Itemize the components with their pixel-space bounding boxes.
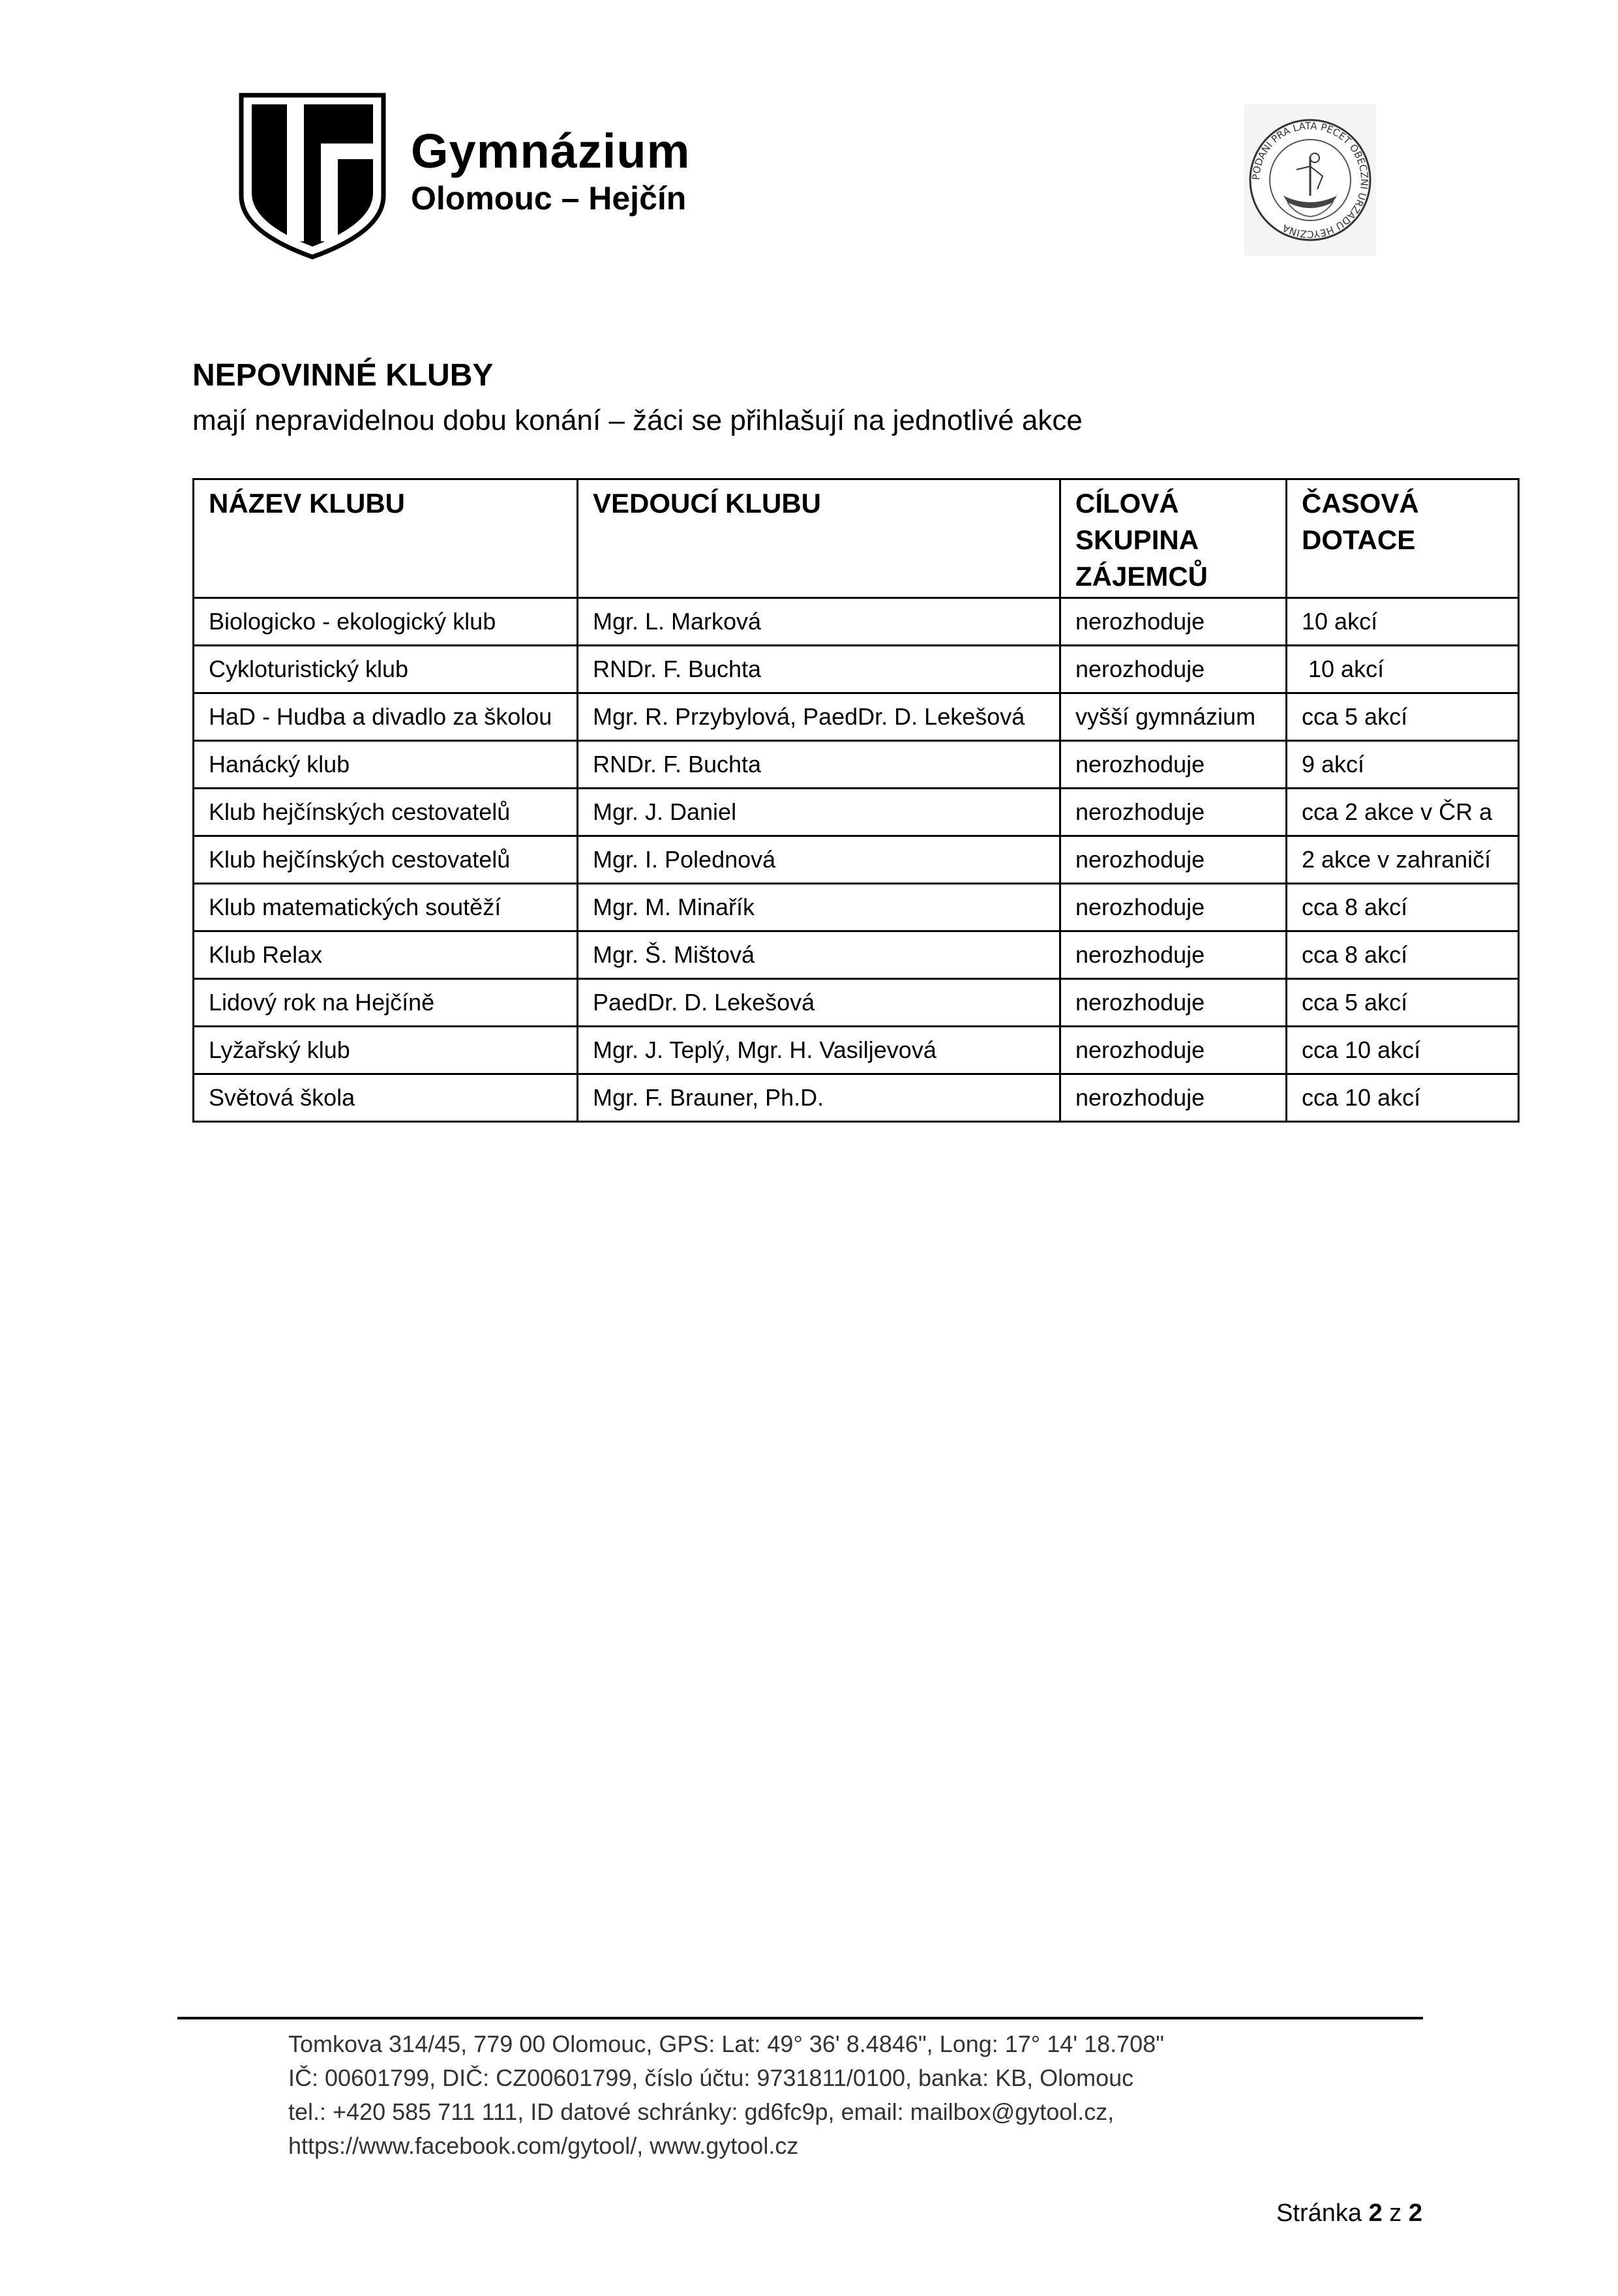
table-row [194, 693, 1519, 741]
cell-club-leader: Mgr. J. Teplý, Mgr. H. Vasiljevová [578, 1027, 1060, 1074]
table-header-row [194, 479, 1519, 598]
cell-club-name: Hanácký klub [194, 741, 578, 789]
page-number-total: 2 [1408, 2199, 1422, 2227]
cell-club-name: Cykloturistický klub [194, 646, 578, 693]
cell-club-name: Lyžařský klub [194, 1027, 578, 1074]
cell-time-allocation: 10 akcí [1287, 598, 1519, 646]
cell-time-allocation: cca 2 akce v ČR a [1287, 789, 1519, 836]
cell-target-group: nerozhoduje [1060, 931, 1287, 979]
table-row [194, 646, 1519, 693]
header-target-group: CÍLOVÁ SKUPINA ZÁJEMCŮ [1060, 479, 1287, 598]
cell-club-leader: RNDr. F. Buchta [578, 646, 1060, 693]
table-row [194, 1074, 1519, 1122]
cell-club-name: Klub hejčínských cestovatelů [194, 836, 578, 884]
cell-club-name: Lidový rok na Hejčíně [194, 979, 578, 1027]
cell-time-allocation: 2 akce v zahraničí [1287, 836, 1519, 884]
cell-club-leader: PaedDr. D. Lekešová [578, 979, 1060, 1027]
cell-target-group: nerozhoduje [1060, 598, 1287, 646]
school-name-line2: Olomouc – Hejčín [411, 180, 687, 217]
cell-club-leader: Mgr. M. Minařík [578, 884, 1060, 931]
cell-target-group: nerozhoduje [1060, 836, 1287, 884]
cell-club-leader: Mgr. Š. Mištová [578, 931, 1060, 979]
header-club-name: NÁZEV KLUBU [194, 479, 578, 598]
cell-target-group: nerozhoduje [1060, 884, 1287, 931]
cell-club-leader: Mgr. I. Polednová [578, 836, 1060, 884]
page-number-separator: z [1389, 2199, 1402, 2227]
footer-ids-line: IČ: 00601799, DIČ: CZ00601799, číslo účtu: 9731811/0100, banka: KB, Olomouc [288, 2064, 1134, 2091]
page-number-current: 2 [1368, 2199, 1383, 2227]
cell-time-allocation: cca 10 akcí [1287, 1027, 1519, 1074]
cell-target-group: nerozhoduje [1060, 1027, 1287, 1074]
cell-target-group: nerozhoduje [1060, 979, 1287, 1027]
page-number-prefix: Stránka [1276, 2199, 1362, 2227]
cell-target-group: nerozhoduje [1060, 646, 1287, 693]
cell-time-allocation: cca 10 akcí [1287, 1074, 1519, 1122]
table-row [194, 598, 1519, 646]
header-club-leader: VEDOUCÍ KLUBU [578, 479, 1060, 598]
table-row [194, 741, 1519, 789]
cell-club-name: Světová škola [194, 1074, 578, 1122]
page-subtitle: mají nepravidelnou dobu konání – žáci se přihlašují na jednotlivé akce [192, 404, 1083, 436]
footer-contact [288, 2027, 1164, 2163]
cell-club-leader: Mgr. F. Brauner, Ph.D. [578, 1074, 1060, 1122]
cell-club-name: HaD - Hudba a divadlo za školou [194, 693, 578, 741]
school-logo-icon [237, 91, 387, 261]
page-title: NEPOVINNÉ KLUBY [192, 358, 494, 393]
table-row [194, 931, 1519, 979]
cell-time-allocation: cca 5 akcí [1287, 979, 1519, 1027]
footer-divider [177, 2017, 1423, 2019]
cell-target-group: nerozhoduje [1060, 789, 1287, 836]
cell-target-group: vyšší gymnázium [1060, 693, 1287, 741]
cell-target-group: nerozhoduje [1060, 741, 1287, 789]
cell-club-leader: Mgr. R. Przybylová, PaedDr. D. Lekešová [578, 693, 1060, 741]
school-name [411, 124, 690, 218]
footer-web-line: https://www.facebook.com/gytool/, www.gytool.cz [288, 2132, 799, 2159]
cell-club-leader: Mgr. L. Marková [578, 598, 1060, 646]
cell-target-group: nerozhoduje [1060, 1074, 1287, 1122]
footer-address-line: Tomkova 314/45, 779 00 Olomouc, GPS: Lat: 49° 36' 8.4846", Long: 17° 14' 18.708" [288, 2031, 1165, 2057]
table-row [194, 836, 1519, 884]
cell-time-allocation: cca 8 akcí [1287, 884, 1519, 931]
municipal-seal-icon [1244, 104, 1376, 256]
cell-time-allocation: 10 akcí [1287, 646, 1519, 693]
page-number [1276, 2199, 1422, 2228]
header-time-allocation: ČASOVÁ DOTACE [1287, 479, 1519, 598]
cell-time-allocation: 9 akcí [1287, 741, 1519, 789]
school-name-line1: Gymnázium [411, 124, 691, 178]
cell-club-leader: Mgr. J. Daniel [578, 789, 1060, 836]
cell-club-name: Biologicko - ekologický klub [194, 598, 578, 646]
cell-time-allocation: cca 5 akcí [1287, 693, 1519, 741]
cell-club-name: Klub hejčínských cestovatelů [194, 789, 578, 836]
table-row [194, 979, 1519, 1027]
cell-time-allocation: cca 8 akcí [1287, 931, 1519, 979]
clubs-table [192, 478, 1520, 1123]
footer-contact-line: tel.: +420 585 711 111, ID datové schránky: gd6fc9p, email: mailbox@gytool.cz, [288, 2098, 1115, 2125]
cell-club-name: Klub matematických soutěží [194, 884, 578, 931]
cell-club-name: Klub Relax [194, 931, 578, 979]
table-row [194, 1027, 1519, 1074]
table-row [194, 884, 1519, 931]
seal-text: PODANI PRA LATA PECET OBECZNI URZADU HEYCZINA [1250, 119, 1371, 241]
table-row [194, 789, 1519, 836]
cell-club-leader: RNDr. F. Buchta [578, 741, 1060, 789]
